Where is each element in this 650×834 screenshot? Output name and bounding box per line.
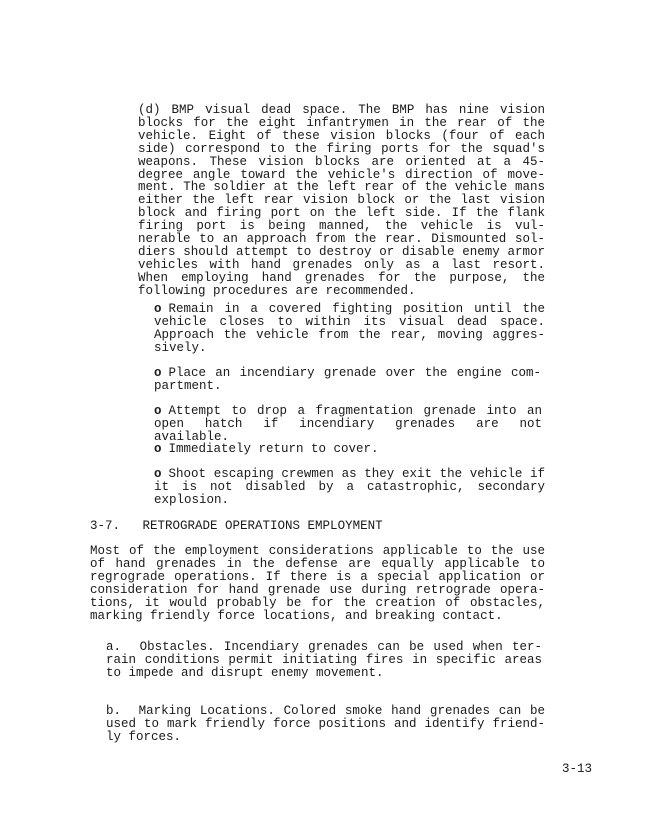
bullet-marker: o <box>154 404 162 418</box>
bullet-item <box>154 367 541 393</box>
bullet-item <box>154 405 542 444</box>
bullet-marker: o <box>154 366 162 380</box>
subparagraph-b <box>106 705 545 744</box>
subparagraph-text: Obstacles. Incendiary grenades can be used when ter-rain conditions permit initiating fires in specific areas to impede and disrupt enemy movement. <box>106 640 542 680</box>
page-number: 3-13 <box>562 762 593 776</box>
subparagraph-a <box>106 641 542 680</box>
section-title: RETROGRADE OPERATIONS EMPLOYMENT <box>142 519 383 533</box>
subparagraph-label: a. <box>106 640 122 654</box>
bullet-text: Attempt to drop a fragmentation grenade into an open hatch if incendiary grenades are not available. <box>154 404 542 444</box>
bullet-item <box>154 468 545 507</box>
subparagraph-text: Marking Locations. Colored smoke hand grenades can be used to mark friendly force positions and identify friend-ly forces. <box>106 704 545 744</box>
section-body <box>90 545 545 622</box>
paragraph-d <box>138 104 545 298</box>
bullet-text: Shoot escaping crewmen as they exit the vehicle if it is not disabled by a catastrophic, secondary explosion. <box>154 467 545 507</box>
bullet-item <box>154 303 545 355</box>
bullet-text: Immediately return to cover. <box>168 442 379 456</box>
section-body-text: Most of the employment considerations applicable to the use of hand grenades in the defense are equally applicable to regrograde operations. If there is a special application or consideration for hand grenade use during retrograde opera-tions, it would probably be for the creation of obstacles, marking friendly force locations, and breaking contact. <box>90 544 545 623</box>
bullet-marker: o <box>154 467 162 481</box>
section-heading <box>90 520 390 533</box>
subparagraph-label: b. <box>106 704 122 718</box>
section-number: 3-7. <box>90 519 121 533</box>
bullet-marker: o <box>154 302 162 316</box>
paragraph-d-text: (d) BMP visual dead space. The BMP has nine vision blocks for the eight infantrymen in the rear of the vehicle. Eight of these vision blocks (four of each side) correspond to the firing ports for the squad's weapons. These vision blocks are oriented at a 45-degree angle toward the vehicle's direction of move-ment. The soldier at the left rear of the vehicle mans either the left rear vision block or the last vision block and firing port on the left side. If the flank firing port is being manned, the vehicle is vul-nerable to an approach from the rear. Dismounted sol-diers should attempt to destroy or disable enemy armor vehicles with hand grenades only as a last resort. When employing hand grenades for the purpose, the following procedures are recommended. <box>138 103 545 298</box>
bullet-marker: o <box>154 442 162 456</box>
bullet-text: Place an incendiary grenade over the engine com-partment. <box>154 366 541 393</box>
bullet-item <box>154 443 384 456</box>
bullet-text: Remain in a covered fighting position until the vehicle closes to within its visual dead space. Approach the vehicle from the rear, moving aggres-sively. <box>154 302 545 355</box>
